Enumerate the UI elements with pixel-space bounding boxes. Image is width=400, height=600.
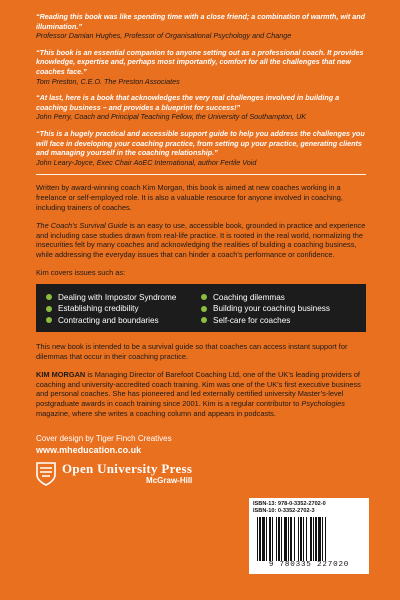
- issue-label: Establishing credibility: [58, 304, 139, 314]
- issue-label: Self-care for coaches: [213, 315, 291, 325]
- issue-item: [46, 315, 201, 327]
- publisher-name: Open University Press: [62, 460, 193, 476]
- quote-2: [36, 48, 366, 86]
- book-title: The Coach’s Survival Guide: [36, 220, 128, 230]
- bullet-icon: [46, 294, 52, 300]
- quote-3: [36, 93, 366, 122]
- bullet-icon: [201, 317, 207, 323]
- divider: [36, 174, 366, 175]
- quote-author: Professor Damian Hughes, Professor of Organisational Psychology and Change: [36, 31, 292, 41]
- bullet-icon: [46, 306, 52, 312]
- issues-box: [36, 284, 366, 333]
- bio-text: is Managing Director of Barefoot Coaching Ltd, one of the UK’s leading providers of coaching and university-accredited coach training. Kim was one of the UK’s first executive business and personal coaches. She has pioneered and led externally certified university Master’s-level postgraduate awards in coach training since 2001. Kim is a regular contributor to: [36, 369, 361, 409]
- cover-credit: Cover design by Tiger Finch Creatives: [36, 433, 172, 443]
- issue-item: [46, 303, 201, 315]
- barcode-icon: [253, 517, 365, 561]
- survival-paragraph: This new book is intended to be a survival guide so that coaches can access instant support for dilemmas that occur in their coaching practice.: [36, 342, 348, 361]
- bullet-icon: [201, 294, 207, 300]
- intro-paragraph: Written by award-winning coach Kim Morgan, this book is aimed at new coaches working in a freelance or self-employed role. It is also a valuable resource for anyone involved in coaching, including trainers of coaches.: [36, 183, 343, 212]
- isbn10-line: ISBN-10: 0-3352-2702-3: [253, 508, 315, 514]
- author-name: KIM MORGAN: [36, 369, 86, 379]
- issue-item: [201, 292, 356, 304]
- quote-text: “At last, here is a book that acknowledges the very real challenges involved in building a coaching business – and provides a blueprint for success!”: [36, 93, 340, 112]
- quotes-section: [36, 12, 366, 167]
- guide-text: is an easy to use, accessible book, grounded in practice and experience and including case studies drawn from real-life practice. It is rooted in the real world, normalizing the insecurities felt by many coaches and acknowledging the realities of building a coaching business, while addressing the everyday issues that can hinder a coach’s performance or confidence.: [36, 220, 366, 260]
- isbn13-line: ISBN-13: 978-0-3352-2702-0: [253, 501, 326, 507]
- quote-author: John Leary-Joyce, Exec Chair AoEC International, author Fertile Void: [36, 157, 257, 167]
- publisher-sub: McGraw-Hill: [146, 475, 193, 485]
- guide-paragraph: [36, 221, 366, 260]
- barcode-box: [249, 498, 369, 574]
- issue-item: [201, 315, 356, 327]
- quote-text: “This is a hugely practical and accessible support guide to help you address the challenges you will face in developing your coaching practice, from setting up your practice, generating clients and managing yourself in the coaching relationship.”: [36, 128, 365, 158]
- issue-item: [46, 292, 201, 304]
- quote-4: [36, 129, 366, 167]
- quote-author: Tom Preston, C.E.O. The Preston Associates: [36, 76, 180, 86]
- bullet-icon: [46, 317, 52, 323]
- quote-1: [36, 12, 366, 41]
- bio-text-end: magazine, where she writes a coaching column and appears in podcasts.: [36, 408, 276, 418]
- issue-item: [201, 303, 356, 315]
- website-link[interactable]: www.mheducation.co.uk: [36, 444, 142, 455]
- magazine-name: Psychologies: [301, 399, 345, 409]
- issue-label: Dealing with Impostor Syndrome: [58, 292, 177, 302]
- publisher-logo: [36, 462, 366, 486]
- shield-icon: [36, 462, 56, 486]
- quote-text: “Reading this book was like spending time with a close friend; a combination of warmth, wit and illumination.”: [36, 12, 366, 31]
- quote-text: “This book is an essential companion to anyone setting out as a professional coach. It provides knowledge, expertise and, perhaps most importantly, comfort for all the challenges that new coaches face.”: [36, 47, 364, 76]
- bio-paragraph: [36, 370, 366, 419]
- covers-label: Kim covers issues such as:: [36, 267, 126, 277]
- bullet-icon: [201, 306, 207, 312]
- issue-label: Contracting and boundaries: [58, 315, 159, 325]
- issue-label: Building your coaching business: [213, 304, 330, 314]
- issue-label: Coaching dilemmas: [213, 292, 285, 302]
- barcode-number: 9 780335 227020: [268, 561, 350, 569]
- quote-author: John Perry, Coach and Principal Teaching Fellow, the University of Southampton, UK: [36, 112, 307, 122]
